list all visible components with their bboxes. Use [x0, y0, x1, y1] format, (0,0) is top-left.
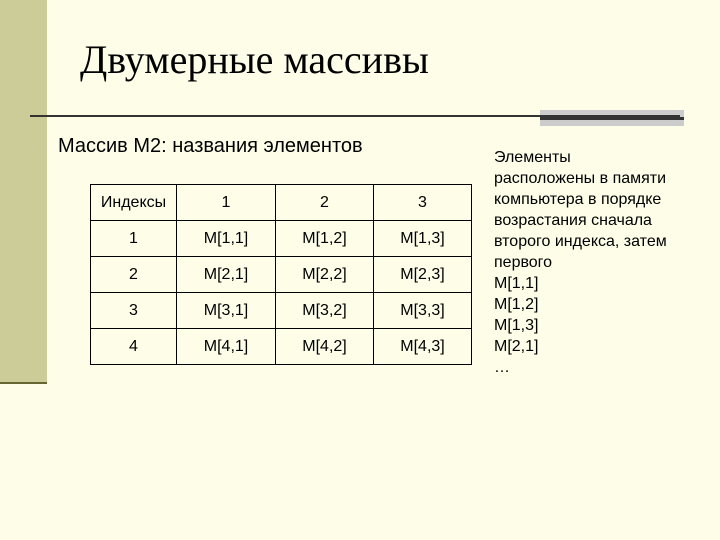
table-row [91, 257, 472, 293]
table-cell: М[4,3] [374, 329, 472, 365]
side-note-line: возрастания сначала [494, 212, 652, 229]
side-note-line: М[1,3] [494, 317, 539, 334]
table-cell: 2 [91, 257, 177, 293]
side-note-line: М[2,1] [494, 338, 539, 355]
table-header-cell: 3 [374, 185, 472, 221]
table-cell: М[1,3] [374, 221, 472, 257]
side-note-line: компьютера в порядке [494, 191, 662, 208]
table-header-cell: 2 [276, 185, 374, 221]
table-cell: 4 [91, 329, 177, 365]
table-cell: 3 [91, 293, 177, 329]
table-cell: М[2,1] [177, 257, 276, 293]
table-cell: М[4,2] [276, 329, 374, 365]
side-note-line: М[1,1] [494, 275, 539, 292]
side-note-line: второго индекса, затем [494, 233, 667, 250]
table-row [91, 329, 472, 365]
table-header-row [91, 185, 472, 221]
table-row [91, 293, 472, 329]
left-accent-bar-shadow [0, 382, 47, 384]
table-cell: М[3,2] [276, 293, 374, 329]
table-row [91, 221, 472, 257]
side-note [494, 147, 714, 378]
table-cell: М[2,2] [276, 257, 374, 293]
side-note-line: расположены в памяти [494, 170, 667, 187]
title-rule-accent-line [540, 117, 684, 120]
index-table [90, 184, 472, 365]
table-cell: М[2,3] [374, 257, 472, 293]
slide-subtitle: Массив М2: названия элементов [58, 135, 363, 157]
table-cell: М[3,1] [177, 293, 276, 329]
table-cell: М[1,1] [177, 221, 276, 257]
table-cell: М[4,1] [177, 329, 276, 365]
table-cell: М[1,2] [276, 221, 374, 257]
table-cell: 1 [91, 221, 177, 257]
left-accent-bar [0, 0, 47, 382]
table-header-cell: Индексы [91, 185, 177, 221]
slide-title: Двумерные массивы [80, 37, 429, 82]
side-note-line: … [494, 359, 510, 376]
side-note-line: первого [494, 254, 553, 271]
side-note-line: Элементы [494, 149, 571, 166]
table-header-cell: 1 [177, 185, 276, 221]
table-cell: М[3,3] [374, 293, 472, 329]
side-note-line: М[1,2] [494, 296, 539, 313]
